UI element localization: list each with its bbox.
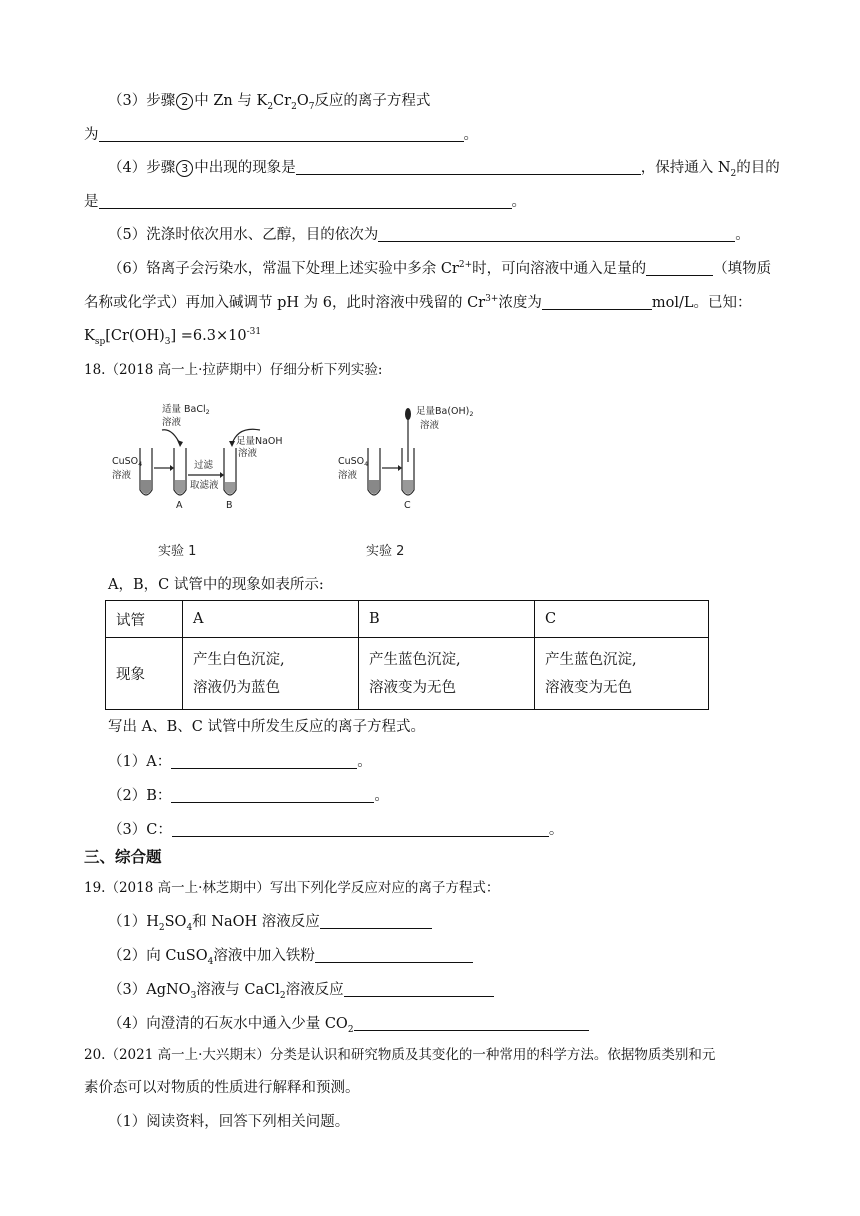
label-exp1: 实验 1 [158, 544, 197, 559]
q18-sub2: （2）B： 。 [108, 788, 389, 804]
q17-part3-line: （3）步骤 2 中 Zn 与 $K_2Cr_2O_7$反应的离子方程式 [108, 93, 431, 112]
step-circled-number: 2 [176, 93, 193, 110]
svg-text:溶液: 溶液 [420, 420, 440, 431]
table-cell: 现象 [106, 638, 183, 710]
experiment-diagram [110, 400, 510, 570]
answer-blank[interactable] [172, 821, 549, 837]
results-table [105, 600, 709, 710]
q17-part3-answer-line: 为 。 [84, 127, 478, 143]
label-exp2: 实验 2 [366, 544, 405, 559]
label-cuso4: CuSO$_4$ [112, 456, 143, 468]
curved-arrow-bacl2 [162, 430, 180, 444]
svg-text:溶液: 溶液 [112, 470, 132, 481]
svg-text:溶液: 溶液 [338, 470, 358, 481]
table-cell: B [359, 601, 535, 638]
answer-blank[interactable] [99, 126, 464, 142]
answer-blank[interactable] [354, 1015, 589, 1031]
table-cell: 产生蓝色沉淀, 溶液变为无色 [359, 638, 535, 710]
q20-heading-line1: 20.（2021 高一上·大兴期末）分类是认识和研究物质及其变化的一种常用的科学方法。依据物质类别和元 [84, 1047, 716, 1063]
label-bacl2: 适量 BaCl$_2$ [162, 404, 210, 416]
q19-item4: （4）向澄清的石灰水中通入少量 $CO_2$ [108, 1014, 810, 1034]
q19-item1: $(1)H_2SO_4$和 NaOH 溶液反应 [108, 912, 810, 932]
label-b: B [226, 500, 233, 511]
answer-blank[interactable] [99, 193, 512, 209]
answer-blank[interactable] [296, 159, 641, 175]
label-baoh2: 足量$Ba(OH)_2$ [416, 406, 474, 418]
q18-sub1: （1）A： 。 [108, 754, 372, 770]
q18-intro: A，B，C 试管中的现象如表所示: [108, 577, 324, 593]
q18-sub3: （3）C： 。 [108, 822, 564, 838]
q18-ask: 写出 A、B、C 试管中所发生反应的离子方程式。 [108, 719, 425, 735]
label-naoh: 足量NaOH [236, 436, 283, 447]
dropper-bulb [405, 408, 411, 420]
answer-blank[interactable] [171, 787, 374, 803]
q17-part6-line: （6）铬离子会污染水，常温下处理上述实验中多余 $Cr^{2+}$时，可向溶液中通入足量的 （填物质 [108, 260, 772, 277]
q17-part4-answer-line: 是 。 [84, 194, 526, 210]
answer-blank[interactable] [320, 913, 432, 929]
step-circled-number: 3 [176, 160, 193, 177]
ksp-formula: $K_{sp}[Cr(OH)_3] =6.3\times 10^{-31}$ [84, 327, 262, 347]
answer-blank[interactable] [542, 294, 652, 310]
table-cell: C [535, 601, 709, 638]
table-cell: 产生蓝色沉淀, 溶液变为无色 [535, 638, 709, 710]
answer-blank[interactable] [315, 947, 473, 963]
q20-part1: （1）阅读资料，回答下列相关问题。 [108, 1114, 350, 1130]
svg-text:取滤液: 取滤液 [190, 480, 219, 491]
q18-heading: 18.（2018 高一上·拉萨期中）仔细分析下列实验: [84, 362, 383, 378]
q17-part5-line: （5）洗涤时依次用水、乙醇，目的依次为 。 [108, 227, 750, 243]
label-a: A [176, 500, 183, 511]
table-cell: 试管 [106, 601, 183, 638]
answer-blank[interactable] [344, 981, 494, 997]
q19-item2: （2）向 CuSO$_4$溶液中加入铁粉 [108, 946, 810, 966]
q17-part6-line2: 名称或化学式）再加入碱调节 pH 为 6，此时溶液中残留的 $Cr^{3+}$浓度为 mol/L。已知： [84, 294, 752, 311]
answer-blank[interactable] [171, 753, 357, 769]
q19-item3: （3）AgNO$_3$溶液与 CaCl$_2$溶液反应 [108, 980, 810, 1000]
q20-heading-line2: 素价态可以对物质的性质进行解释和预测。 [84, 1080, 360, 1096]
answer-blank[interactable] [646, 260, 713, 276]
svg-text:溶液: 溶液 [238, 448, 258, 459]
q19-heading: 19.（2018 高一上·林芝期中）写出下列化学反应对应的离子方程式： [84, 880, 500, 896]
label-cuso4-2: CuSO$_4$ [338, 456, 369, 468]
table-row [106, 638, 709, 710]
section-heading: 三、综合题 [84, 848, 162, 866]
table-header-row [106, 601, 709, 638]
table-cell: A [183, 601, 359, 638]
answer-blank[interactable] [378, 226, 735, 242]
svg-text:溶液: 溶液 [162, 417, 182, 428]
label-filter: 过滤 [194, 460, 214, 471]
table-cell: 产生白色沉淀, 溶液仍为蓝色 [183, 638, 359, 710]
label-c: C [404, 500, 411, 511]
q17-part4-line: （4）步骤 3 中出现的现象是 ，保持通入 $N_2$的目的 [108, 160, 780, 179]
